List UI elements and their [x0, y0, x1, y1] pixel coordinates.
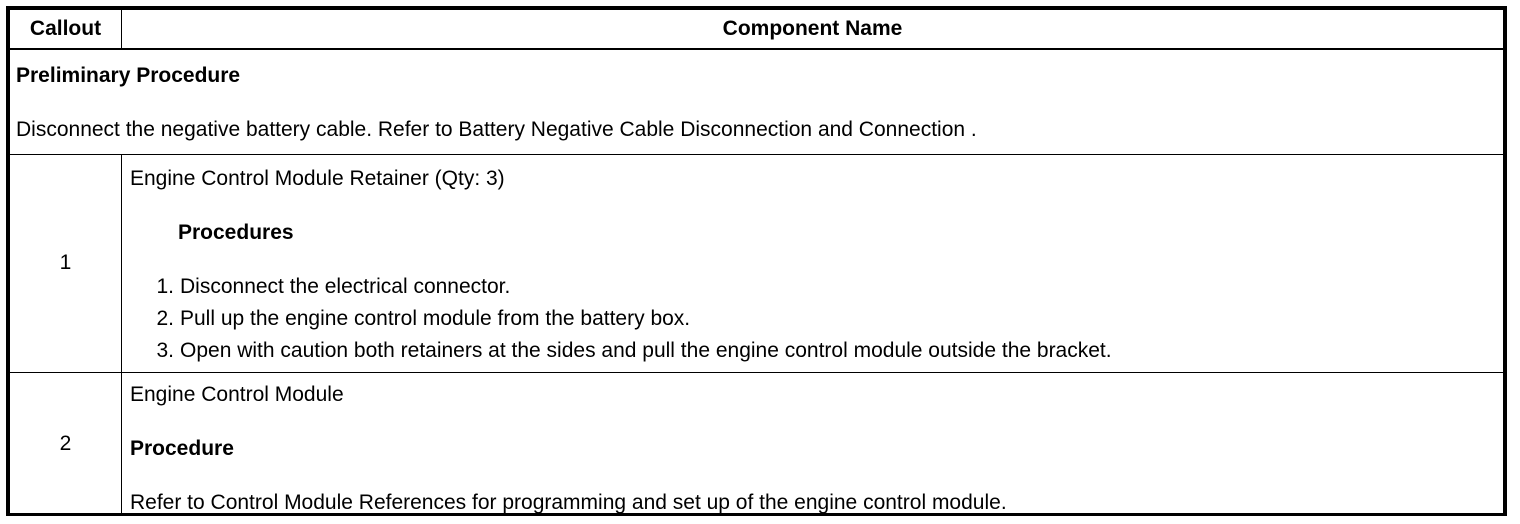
procedure-step: [130, 275, 1495, 299]
preliminary-title: Preliminary Procedure: [16, 64, 241, 87]
table-row: [10, 154, 1504, 372]
step-number: 2.: [156, 306, 174, 330]
procedure-text-2: Refer to Control Module References for programming and set up of the engine control module.: [130, 490, 1007, 514]
callout-1: 1: [10, 154, 122, 372]
step-text: Disconnect the electrical connector.: [180, 274, 511, 298]
procedure-title-2: Procedure: [130, 436, 234, 460]
step-number: 3.: [156, 338, 174, 362]
step-text: Pull up the engine control module from the battery box.: [180, 306, 691, 330]
table-header-row: [10, 10, 1504, 50]
preliminary-text: Disconnect the negative battery cable. Refer to Battery Negative Cable Disconnection and Connection .: [16, 118, 977, 141]
component-name-2: Engine Control Module: [130, 382, 344, 406]
preliminary-row: [10, 49, 1504, 154]
procedure-steps-1: [130, 275, 1495, 363]
component-table-frame: [6, 6, 1507, 516]
component-cell-1: [122, 154, 1504, 372]
component-cell-2: [122, 372, 1504, 515]
header-callout: Callout: [10, 10, 122, 50]
component-table: [9, 9, 1504, 516]
procedure-title-1: Procedures: [178, 220, 294, 244]
step-number: 1.: [156, 274, 174, 298]
procedure-step: [130, 307, 1495, 331]
table-row: [10, 372, 1504, 515]
component-name-1: Engine Control Module Retainer (Qty: 3): [130, 166, 505, 190]
callout-2: 2: [10, 372, 122, 515]
step-text: Open with caution both retainers at the sides and pull the engine control module outside the bracket.: [180, 338, 1112, 362]
preliminary-cell: [10, 49, 1504, 154]
procedure-step: [130, 339, 1495, 363]
header-component-name: Component Name: [122, 10, 1504, 50]
